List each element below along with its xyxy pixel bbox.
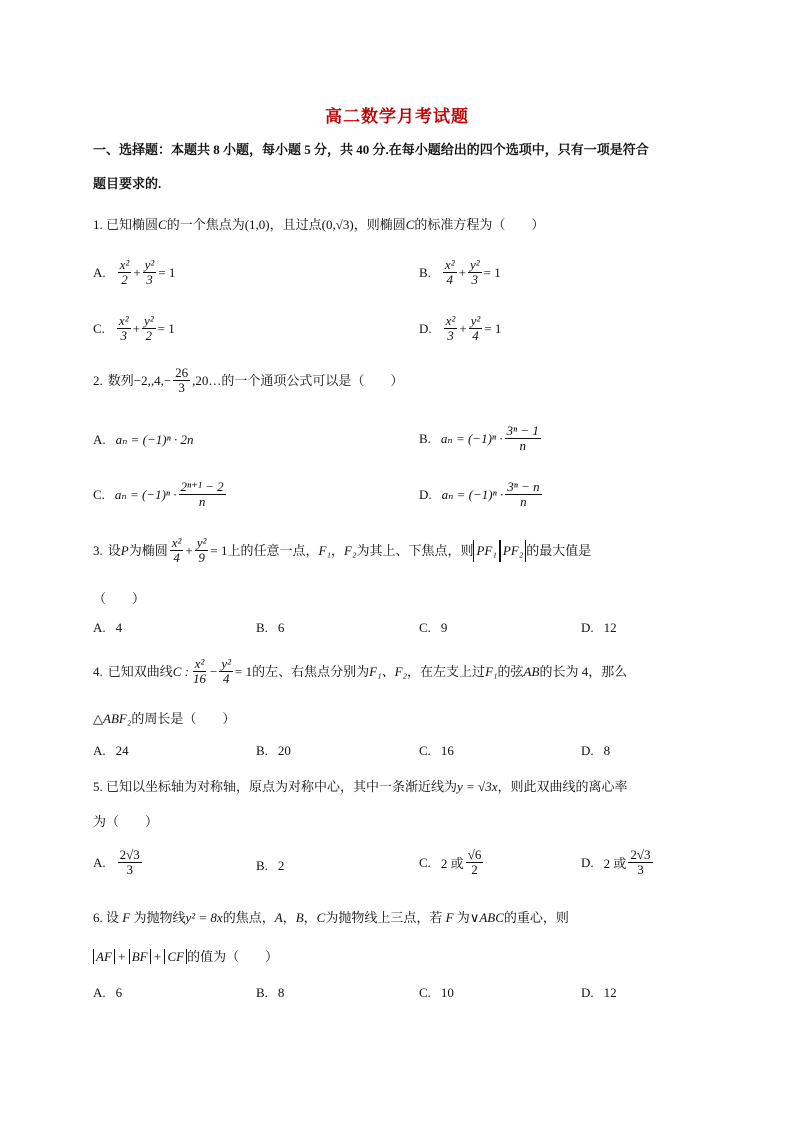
option-value: 12 xyxy=(603,620,617,635)
numerator: y² xyxy=(221,656,232,671)
denominator: 3 xyxy=(637,862,644,878)
option-label: C. xyxy=(419,743,431,758)
q3-text: 设 xyxy=(107,542,121,558)
numerator: y² xyxy=(196,535,207,550)
q4-option-b[interactable] xyxy=(256,743,291,759)
option-label: C. xyxy=(419,854,431,870)
option-prefix: 2 或 xyxy=(603,856,627,872)
fraction xyxy=(179,480,226,510)
q6-option-a[interactable] xyxy=(93,985,122,1001)
option-label: B. xyxy=(419,264,431,280)
q3-option-d[interactable] xyxy=(581,620,617,636)
denominator: 2 xyxy=(471,862,478,878)
q4-option-c[interactable] xyxy=(419,743,454,759)
q6-option-d[interactable] xyxy=(581,985,617,1001)
question-5 xyxy=(93,776,705,798)
q5-line2: 为（ ） xyxy=(93,814,159,829)
abs-vector: CF xyxy=(164,949,187,964)
q1-text: ，则椭圆 xyxy=(353,217,406,232)
q4-text: 的长为 4，那么 xyxy=(539,663,628,679)
fraction xyxy=(466,848,484,878)
q2-option-a[interactable] xyxy=(93,432,193,448)
q6-point-a: A xyxy=(274,910,283,925)
denominator: 3 xyxy=(471,272,479,288)
q3-paren: （ ） xyxy=(93,591,146,606)
q1-text: 已知椭圆 xyxy=(106,217,159,232)
section-heading-line2: 题目要求的. xyxy=(93,176,162,191)
q6-option-b[interactable] xyxy=(256,985,284,1001)
option-value: 16 xyxy=(440,743,454,758)
option-label: A. xyxy=(93,432,106,447)
question-number: 5. xyxy=(93,779,103,794)
q6-point-b: B xyxy=(295,910,304,925)
denominator: 3 xyxy=(126,862,133,878)
question-6 xyxy=(93,907,705,929)
q1-point: (0,√3) xyxy=(321,217,354,232)
option-label: A. xyxy=(93,985,106,1000)
fraction xyxy=(191,657,208,687)
fraction xyxy=(173,366,190,396)
q1-option-b[interactable]: B. $\frac{\text{x²}}{4}$ + $\frac{\text{y²}}{3}$ = 1 xyxy=(419,257,501,288)
q1-option-d[interactable]: D. $\frac{\text{x²}}{3}$ + $\frac{\text{y²}}{4}$ = 1 xyxy=(419,313,502,344)
option-value: 9 xyxy=(440,620,448,635)
separator: ， xyxy=(330,542,344,558)
option-value: 6 xyxy=(277,620,285,635)
q3-text: 为椭圆 xyxy=(128,542,168,558)
fraction xyxy=(195,536,209,566)
abs-value: PF₁ xyxy=(473,540,499,562)
denominator: 2 xyxy=(145,328,153,344)
q4-text: 的周长是（ ） xyxy=(131,711,236,726)
q1-option-c[interactable]: C. $\frac{\text{x²}}{3}$ + $\frac{\text{y²}}{2}$ = 1 xyxy=(93,313,175,344)
numerator: 3ⁿ − 1 xyxy=(506,423,539,438)
denominator: 4 xyxy=(222,671,230,687)
q2-text: ,20…的一个通项公式可以是（ ） xyxy=(192,372,404,388)
denominator: 2 xyxy=(121,272,128,288)
plus-sign: + xyxy=(153,949,162,964)
q2-option-b[interactable] xyxy=(419,424,543,454)
formula: aₙ = (−1)ⁿ · 2n xyxy=(115,432,194,447)
fraction xyxy=(118,848,142,878)
plus-sign: + xyxy=(118,949,126,964)
formula-prefix: aₙ = (−1)ⁿ · xyxy=(441,486,504,502)
section-heading xyxy=(93,133,703,201)
numerator: x² xyxy=(194,656,205,671)
option-label: D. xyxy=(581,620,594,635)
q1-text: ，且过点 xyxy=(269,217,322,232)
q3-text: 的最大值是 xyxy=(526,542,592,558)
option-value: 6 xyxy=(115,985,123,1000)
abs-vector: BF xyxy=(129,949,151,964)
denominator: 4 xyxy=(173,550,180,566)
option-label: D. xyxy=(581,985,594,1000)
q6-option-c[interactable] xyxy=(419,985,454,1001)
option-label: A. xyxy=(93,854,106,870)
option-value: 20 xyxy=(277,743,291,758)
numerator: y² xyxy=(469,257,480,272)
option-label: D. xyxy=(419,486,432,502)
q5-asymptote: y = √3x xyxy=(457,779,498,794)
q4-text: ，在左支上过 xyxy=(407,663,486,679)
numerator: y² xyxy=(144,257,155,272)
option-label: B. xyxy=(256,620,268,635)
q4-text: = 1的左、右焦点分别为 xyxy=(235,663,370,679)
numerator: x² xyxy=(171,535,182,550)
q6-text: 的值为（ ） xyxy=(187,949,279,964)
denominator: 4 xyxy=(472,328,479,344)
q3-focus-2: F₂ xyxy=(344,542,357,558)
option-value: 8 xyxy=(603,743,611,758)
option-label: A. xyxy=(93,743,106,758)
option-label: A. xyxy=(93,264,106,280)
equation-rhs: = 1 xyxy=(158,264,176,280)
separator: ， xyxy=(303,910,317,925)
denominator: 3 xyxy=(146,272,153,288)
denominator: n xyxy=(198,494,206,510)
abs-value: PF₂ xyxy=(500,540,526,562)
question-1 xyxy=(93,214,705,236)
equation-rhs: = 1 xyxy=(484,320,502,336)
q6-text: 设 xyxy=(106,910,120,925)
q6-point-c: C xyxy=(316,910,326,925)
page-title: 高二数学月考试题 xyxy=(325,107,469,126)
denominator: 4 xyxy=(446,272,453,288)
option-label: B. xyxy=(256,858,268,873)
denominator: n xyxy=(519,438,526,454)
fraction xyxy=(118,258,132,288)
option-label: D. xyxy=(419,320,432,336)
q5-option-b[interactable] xyxy=(256,858,284,874)
q1-var-c: C xyxy=(405,217,415,232)
q1-option-a[interactable]: A. $\frac{\text{x²}}{2}$ + $\frac{\text{y²}}{3}$ = 1 xyxy=(93,257,176,288)
q1-text: 的一个焦点为 xyxy=(166,217,245,232)
q6-line2 xyxy=(93,946,705,968)
q5-option-d[interactable] xyxy=(581,848,655,878)
q6-parabola: y² = 8x xyxy=(185,910,223,925)
option-label: C. xyxy=(419,620,431,635)
q3-text: = 1上的任意一点， xyxy=(210,542,319,558)
denominator: 3 xyxy=(447,328,454,344)
q4-chord: AB xyxy=(523,663,540,679)
q4-option-a[interactable] xyxy=(93,743,129,759)
denominator: 9 xyxy=(198,550,205,566)
q6-text: 为抛物线 xyxy=(133,910,186,925)
q1-var-c: C xyxy=(158,217,167,232)
numerator: y² xyxy=(470,313,481,328)
option-value: 4 xyxy=(115,620,123,635)
numerator: 2√3 xyxy=(630,847,651,862)
fraction xyxy=(469,314,483,344)
q4-text: 的弦 xyxy=(497,663,524,679)
numerator: 3ⁿ − n xyxy=(507,479,540,494)
option-label: C. xyxy=(93,320,105,336)
fraction xyxy=(628,848,652,878)
numerator: x² xyxy=(444,257,455,272)
q4-foci: F₁、F₂ xyxy=(369,663,408,679)
option-value: 10 xyxy=(440,985,454,1000)
formula-prefix: aₙ = (−1)ⁿ · xyxy=(114,486,177,502)
q4-option-d[interactable] xyxy=(581,743,610,759)
q4-curve: C : xyxy=(172,663,190,679)
numerator: √6 xyxy=(467,847,482,862)
q4-focus-1: F₁ xyxy=(485,663,498,679)
numerator: 2ⁿ⁺¹ − 2 xyxy=(180,479,224,494)
q2-text: 数列−2,,4,− xyxy=(107,372,172,388)
option-label: C. xyxy=(419,985,431,1000)
q1-focus: (1,0) xyxy=(244,217,270,232)
fraction xyxy=(142,314,156,344)
option-label: C. xyxy=(93,486,105,502)
denominator: 16 xyxy=(193,671,207,687)
abs-vector: AF xyxy=(93,949,115,964)
q3-option-b[interactable] xyxy=(256,620,284,636)
option-prefix: 2 或 xyxy=(440,856,464,872)
equation-rhs: = 1 xyxy=(483,264,501,280)
denominator: 3 xyxy=(178,380,185,396)
question-number: 2. xyxy=(93,372,103,388)
q3-focus-1: F₁ xyxy=(318,542,331,558)
question-4: 4. 已知双曲线 C : $\frac{\text{x²}}{16}$ − $\frac{\text{y²}}{4}$ = 1的左、右焦点分别为 F₁、F₂ ，在左支上过 F₁ 的弦 AB 的长为 4，那么 xyxy=(93,656,628,687)
denominator: 3 xyxy=(120,328,127,344)
q3-var-p: P xyxy=(120,542,129,558)
section-heading-line1: 一、选择题：本题共 8 小题，每小题 5 分，共 40 分.在每小题给出的四个选项中，只有一项是符合 xyxy=(93,142,649,157)
equation-rhs: = 1 xyxy=(157,320,175,336)
question-3: 3. 设 P 为椭圆 $\frac{\text{x²}}{4}$ + $\frac{\text{y²}}{9}$ = 1上的任意一点， F₁ ， F₂ 为其上、下焦点，则 PF₁ PF₂ 的最大值是 xyxy=(93,535,592,566)
q5-option-a[interactable] xyxy=(93,848,144,878)
fraction xyxy=(117,314,131,344)
fraction xyxy=(505,424,541,454)
q5-option-c[interactable] xyxy=(419,848,485,878)
question-number: 3. xyxy=(93,542,103,558)
numerator: x² xyxy=(118,313,129,328)
fraction xyxy=(468,258,482,288)
option-label: A. xyxy=(93,620,106,635)
q6-text: 的重心，则 xyxy=(503,910,569,925)
numerator: y² xyxy=(143,313,154,328)
question-number: 1. xyxy=(93,217,103,232)
fraction xyxy=(170,536,184,566)
numerator: x² xyxy=(445,313,456,328)
q4-line2 xyxy=(93,708,705,730)
q2-option-d[interactable] xyxy=(419,480,544,510)
option-value: 2 xyxy=(277,858,285,873)
q2-option-c[interactable] xyxy=(93,480,228,510)
fraction xyxy=(143,258,157,288)
question-number: 6. xyxy=(93,910,103,925)
separator: ， xyxy=(282,910,296,925)
q5-text: ，则此双曲线的离心率 xyxy=(497,779,628,794)
q3-option-a[interactable] xyxy=(93,620,122,636)
option-value: 24 xyxy=(115,743,129,758)
q6-text: 为 xyxy=(456,910,470,925)
option-value: 8 xyxy=(277,985,285,1000)
q4-triangle: △ABF₂ xyxy=(93,711,132,726)
q6-text: 的焦点， xyxy=(222,910,275,925)
q6-text: 为抛物线上三点，若 xyxy=(325,910,443,925)
q4-text: 已知双曲线 xyxy=(107,663,173,679)
option-label: B. xyxy=(256,743,268,758)
option-label: B. xyxy=(256,985,268,1000)
denominator: n xyxy=(520,494,527,510)
formula-prefix: aₙ = (−1)ⁿ · xyxy=(440,430,503,446)
q5-text: 已知以坐标轴为对称轴，原点为对称中心，其中一条渐近线为 xyxy=(106,779,458,794)
fraction xyxy=(219,657,233,687)
q6-focus: F xyxy=(122,910,131,925)
q3-option-c[interactable] xyxy=(419,620,447,636)
q3-text: 为其上、下焦点，则 xyxy=(356,542,474,558)
option-value: 12 xyxy=(603,985,617,1000)
q6-triangle: ∨ABC xyxy=(469,910,504,925)
q1-text: 的标准方程为（ ） xyxy=(414,217,545,232)
option-label: B. xyxy=(419,430,431,446)
numerator: 2√3 xyxy=(119,847,140,862)
question-number: 4. xyxy=(93,663,103,679)
numerator: x² xyxy=(119,257,130,272)
numerator: 26 xyxy=(175,365,189,380)
q6-focus: F xyxy=(445,910,454,925)
fraction xyxy=(505,480,541,510)
fraction xyxy=(443,258,457,288)
question-2 xyxy=(93,366,705,396)
fraction xyxy=(444,314,458,344)
option-label: D. xyxy=(581,854,594,870)
option-label: D. xyxy=(581,743,594,758)
